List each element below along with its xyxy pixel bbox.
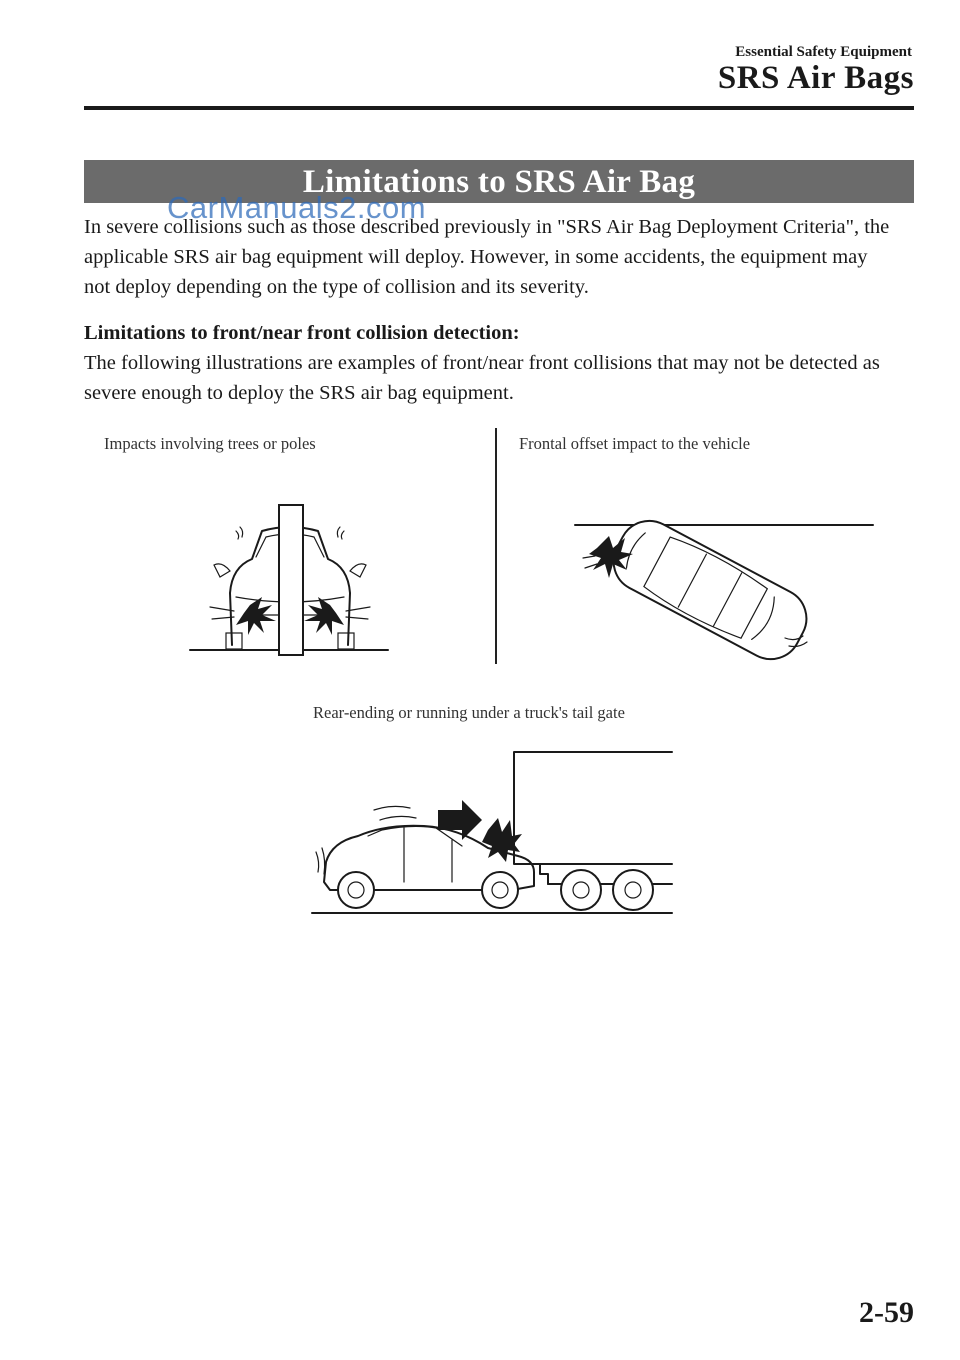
caption-pole-impact: Impacts involving trees or poles	[104, 434, 316, 453]
chapter-title: SRS Air Bags	[717, 60, 914, 96]
watermark: CarManuals2.com	[167, 190, 427, 225]
pole-impact-illustration	[190, 505, 390, 655]
section-title: Essential Safety Equipment	[735, 44, 912, 60]
body-paragraph: The following illustrations are examples of front/near front collisions that may not be detected as severe enough to deploy the SRS air bag equipment.	[84, 352, 880, 404]
section-banner: Limitations to SRS Air Bag	[84, 160, 914, 203]
subheading: Limitations to front/near front collision detection:	[84, 322, 520, 344]
column-divider	[495, 428, 497, 664]
caption-truck-underride: Rear-ending or running under a truck's tail gate	[313, 703, 625, 722]
page-number: 2-59	[859, 1296, 914, 1329]
offset-impact-illustration	[575, 518, 875, 653]
header-rule	[84, 106, 914, 110]
intro-paragraph: In severe collisions such as those described previously in "SRS Air Bag Deployment Criteria", the applicable SRS air bag equipment will deploy. However, in some accidents, the equipment may not deploy depending on the type of collision and its severity.	[84, 216, 890, 298]
truck-underride-illustration	[312, 752, 674, 917]
caption-offset-impact: Frontal offset impact to the vehicle	[519, 434, 751, 453]
